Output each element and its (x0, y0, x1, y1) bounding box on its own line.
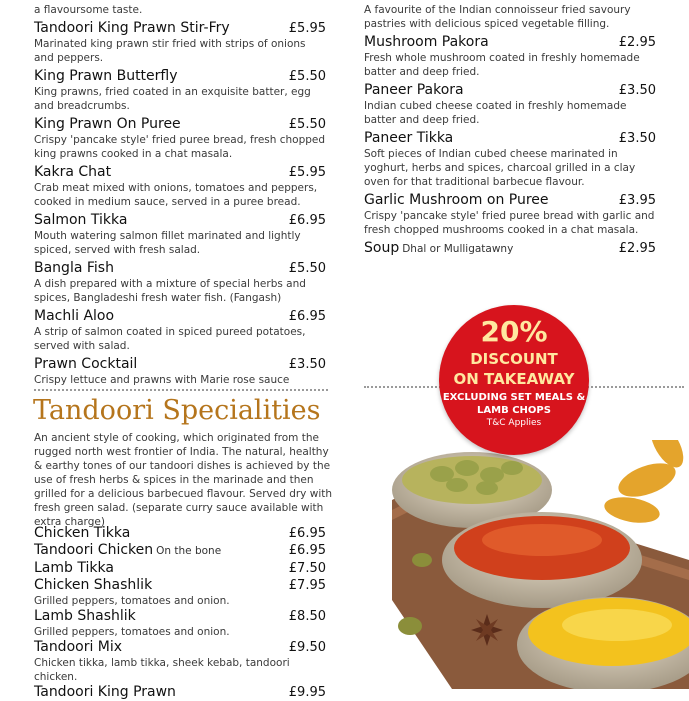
menu-item-name: Tandoori Chicken On the bone (34, 542, 222, 558)
menu-item (34, 525, 328, 542)
menu-item-price: £8.50 (288, 609, 326, 624)
item-description-fragment: A favourite of the Indian connoisseur fried savoury pastries with delicious spiced vegetable filling. (364, 4, 631, 30)
menu-item-description: A strip of salmon coated in spiced pureed potatoes, served with salad. (34, 326, 306, 352)
menu-item (34, 20, 328, 65)
menu-item-name: King Prawn Butterfly (34, 68, 178, 84)
menu-item (34, 260, 328, 305)
menu-item-price: £5.50 (288, 261, 326, 276)
menu-item-price: £3.50 (618, 83, 656, 98)
menu-item (34, 116, 328, 161)
menu-item (34, 68, 328, 113)
menu-item-description: Fresh whole mushroom coated in freshly homemade batter and deep fried. (364, 52, 640, 78)
menu-item-name: Salmon Tikka (34, 212, 128, 228)
section-title: Tandoori Specialities (33, 395, 321, 426)
starters-right-column (364, 0, 658, 258)
menu-item-name: Prawn Cocktail (34, 356, 138, 372)
menu-item-price: £5.95 (288, 21, 326, 36)
menu-item-price: £6.95 (288, 309, 326, 324)
menu-item-description: Crispy 'pancake style' fried puree bread with garlic and fresh chopped mushrooms cooked in a chat masala. (364, 210, 655, 236)
discount-label: DISCOUNT (470, 350, 558, 368)
menu-item-name: Bangla Fish (34, 260, 114, 276)
menu-item-name: Mushroom Pakora (364, 34, 489, 50)
menu-item-name: Machli Aloo (34, 308, 115, 324)
menu-item (34, 639, 328, 684)
discount-badge (439, 305, 589, 455)
menu-item-price: £7.95 (288, 578, 326, 593)
discount-exclusion: EXCLUDING SET MEALS & (442, 392, 586, 403)
menu-item-price: £3.50 (288, 357, 326, 372)
menu-item (34, 542, 328, 560)
menu-item-name: Tandoori King Prawn (34, 684, 176, 700)
menu-item-description: Mouth watering salmon fillet marinated and lightly spiced, served with fresh salad. (34, 230, 301, 256)
menu-item-name: King Prawn On Puree (34, 116, 181, 132)
menu-item (364, 130, 658, 189)
discount-percent: 20% (480, 315, 548, 348)
menu-item-name: Paneer Tikka (364, 130, 454, 146)
menu-item-price: £3.95 (618, 193, 656, 208)
menu-item (364, 82, 658, 127)
menu-item (34, 356, 328, 387)
menu-item-description: King prawns, fried coated in an exquisite batter, egg and breadcrumbs. (34, 86, 311, 112)
menu-item-soup (364, 240, 658, 258)
menu-item-description: Grilled peppers, tomatoes and onion. (34, 626, 230, 638)
menu-item-name: Paneer Pakora (364, 82, 464, 98)
menu-item-description: Soft pieces of Indian cubed cheese marinated in yoghurt, herbs and spices, charcoal grilled in a clay oven for that traditional barbecue flavour. (364, 148, 636, 188)
menu-item-name: Soup Dhal or Mulligatawny (364, 240, 514, 256)
menu-item-price: £7.50 (288, 561, 326, 576)
section-intro: An ancient style of cooking, which originated from the rugged north west frontier of India. The natural, healthy & earthy tones of our tandoori dishes is achieved by the use of fresh herbs & spices in the marinade and then grilled for a delicious barbecued flavour. Served dry with fresh green salad. (separate curry sauce available with extra charge) (34, 432, 333, 528)
menu-item (34, 308, 328, 353)
discount-terms: T&C Applies (486, 418, 542, 428)
menu-item-note: Dhal or Mulligatawny (402, 243, 514, 255)
menu-item-name: Tandoori King Prawn Stir-Fry (34, 20, 230, 36)
menu-item (34, 577, 328, 608)
menu-item-price: £5.95 (288, 165, 326, 180)
menu-item (364, 34, 658, 79)
menu-item-name: Chicken Shashlik (34, 577, 153, 593)
menu-item-description: Crispy lettuce and prawns with Marie rose sauce (34, 374, 290, 386)
tandoori-items-list (34, 525, 328, 701)
menu-item-description: Indian cubed cheese coated in freshly homemade batter and deep fried. (364, 100, 627, 126)
menu-item-price: £6.95 (288, 543, 326, 558)
menu-item-price: £9.50 (288, 640, 326, 655)
menu-item (34, 684, 328, 701)
menu-item-price: £9.95 (288, 685, 326, 700)
menu-item-description: Chicken tikka, lamb tikka, sheek kebab, tandoori chicken. (34, 657, 290, 683)
menu-item-name: Kakra Chat (34, 164, 112, 180)
section-divider (34, 389, 328, 391)
discount-label-takeaway: ON TAKEAWAY (453, 370, 575, 388)
menu-item-name: Lamb Tikka (34, 560, 114, 576)
menu-item (34, 164, 328, 209)
menu-item (34, 560, 328, 577)
item-description-fragment: a flavoursome taste. (34, 4, 143, 16)
menu-item (364, 192, 658, 237)
menu-item-price: £2.95 (618, 241, 656, 256)
menu-item-description: Grilled peppers, tomatoes and onion. (34, 595, 230, 607)
starters-left-column (34, 0, 328, 387)
menu-item-description: A dish prepared with a mixture of special herbs and spices, Bangladeshi fresh water fish. (Fangash) (34, 278, 306, 304)
menu-item-name: Chicken Tikka (34, 525, 131, 541)
menu-item-price: £5.50 (288, 117, 326, 132)
menu-item-description: Crispy 'pancake style' fried puree bread, fresh chopped king prawns cooked in a chat masala. (34, 134, 326, 160)
menu-item-description: Marinated king prawn stir fried with strips of onions and peppers. (34, 38, 306, 64)
menu-item-name: Garlic Mushroom on Puree (364, 192, 549, 208)
menu-item (34, 212, 328, 257)
menu-item-description: Crab meat mixed with onions, tomatoes and peppers, cooked in medium sauce, served in a puree bread. (34, 182, 318, 208)
menu-item-price: £2.95 (618, 35, 656, 50)
discount-exclusion-2: LAMB CHOPS (477, 405, 551, 416)
spices-photo (392, 440, 689, 689)
menu-item (34, 608, 328, 639)
menu-item-price: £5.50 (288, 69, 326, 84)
menu-item-price: £3.50 (618, 131, 656, 146)
menu-item-price: £6.95 (288, 526, 326, 541)
menu-item-name: Lamb Shashlik (34, 608, 136, 624)
menu-item-name: Tandoori Mix (34, 639, 123, 655)
menu-item-note: On the bone (156, 545, 222, 557)
menu-item-price: £6.95 (288, 213, 326, 228)
